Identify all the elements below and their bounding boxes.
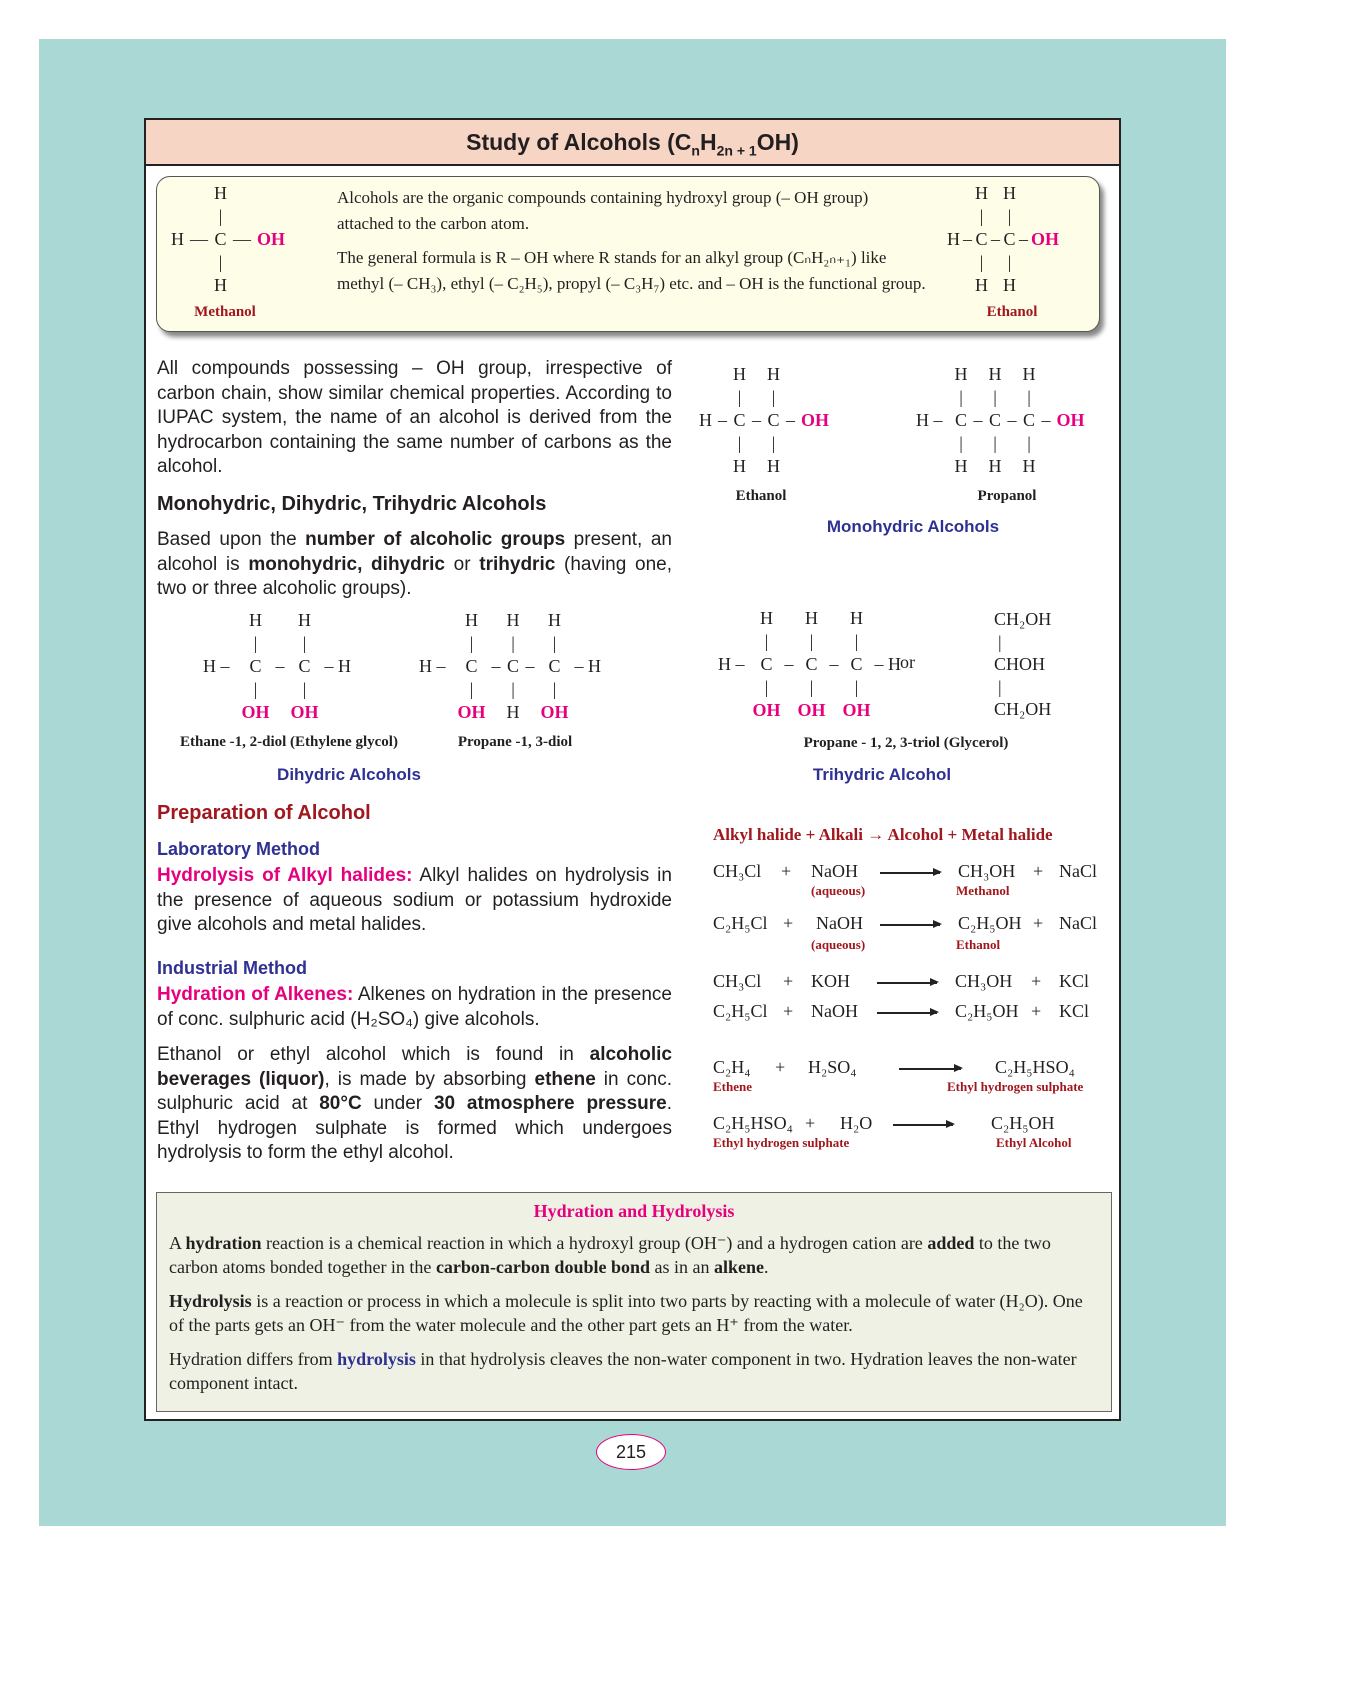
structure-atom: |: [469, 633, 474, 653]
structure-atom: |: [1007, 206, 1012, 226]
t: ethene: [534, 1068, 596, 1090]
intro-paragraph-1: Alcohols are the organic compounds containing hydroxyl group (– OH group) attached to the carbon atom.: [337, 188, 869, 233]
t: is a reaction or process in which a molecule is split into two parts by reacting with a molecule of water (H₂O). One of the parts gets an OH⁻ from the water molecule and the other part gets an H⁺ from the water.: [169, 1291, 1083, 1335]
t: Hydration differs from: [169, 1349, 338, 1369]
structure-atom: H: [1003, 183, 1016, 203]
ethanol-intro-label: Ethanol: [986, 304, 1038, 320]
structure-atom: –: [973, 410, 983, 430]
glycerol-label: Propane - 1, 2, 3-triol (Glycerol): [803, 735, 1009, 751]
term-hydrolysis: Hydrolysis of Alkyl halides:: [157, 865, 413, 886]
reaction-6: [713, 1113, 1113, 1135]
t: alcoholic beverages (liquor): [157, 1044, 672, 1090]
ethanol-intro-structure: [947, 183, 1059, 296]
structure-atom: H –: [419, 656, 446, 676]
structure-atom: C: [733, 410, 746, 430]
title-sub-n: n: [691, 142, 700, 159]
methanol-structure: [171, 183, 285, 296]
structure-atom: H: [954, 456, 968, 476]
paragraph-hydration: [157, 983, 672, 1032]
structure-atom: —: [190, 229, 208, 249]
structure-atom: |: [218, 206, 223, 226]
structure-atom: H: [767, 456, 780, 476]
arrow-icon: [893, 1124, 953, 1126]
title-text: Study of Alcohols (C: [466, 129, 692, 155]
ethanol-structure: [699, 364, 829, 477]
methanol-label: Methanol: [194, 304, 256, 320]
t: CH₃Cl: [713, 971, 762, 991]
propanol-structure: [916, 364, 1085, 477]
paragraph-ethanol: [157, 1043, 672, 1166]
t: H₂O: [840, 1113, 873, 1133]
box-paragraph-3: [169, 1347, 1099, 1395]
propanol-label: Propanol: [977, 488, 1037, 504]
t: +: [783, 1001, 794, 1021]
t: number of alcoholic groups: [305, 529, 566, 550]
t: C₂H₅Cl: [713, 1001, 768, 1021]
reaction-5: [713, 1057, 1113, 1079]
structure-atom: H: [733, 456, 746, 476]
structure-atom: C: [988, 410, 1001, 430]
structure-atom: C: [298, 656, 311, 676]
t: C₂H₅OH: [955, 1001, 1019, 1021]
ethanediol-label: Ethane -1, 2-diol (Ethylene glycol): [180, 734, 398, 750]
arrow-icon: [877, 982, 937, 984]
t: carbon-carbon double bond: [435, 1257, 650, 1277]
t: KCl: [1059, 1001, 1090, 1021]
structure-atom: —: [233, 229, 251, 249]
t: NaCl: [1059, 913, 1097, 933]
structure-atom: H: [975, 183, 988, 203]
reactions: [713, 825, 1113, 1157]
structure-atom: |: [302, 679, 307, 699]
t: hydration: [185, 1233, 262, 1253]
t: +: [1031, 1001, 1042, 1021]
structure-atom: |: [959, 433, 963, 453]
structure-atom: H: [850, 608, 864, 628]
ethanol-label: Ethanol: [735, 488, 787, 504]
t: C₂H₄: [713, 1057, 751, 1077]
t: .: [764, 1257, 769, 1277]
heading-preparation: Preparation of Alcohol: [157, 802, 371, 824]
hydration-hydrolysis-box: [156, 1192, 1112, 1412]
structure-atom: |: [764, 677, 769, 697]
t: trihydric: [479, 553, 556, 575]
t: C₂H₅OH: [958, 913, 1022, 933]
structure-atom: C: [1022, 410, 1035, 430]
t: hydrolysis: [337, 1349, 416, 1369]
t: Methanol: [956, 883, 1010, 898]
glycerol-structure: [994, 608, 1051, 721]
structure-atom: – H: [874, 654, 902, 674]
propanediol-label: Propane -1, 3-diol: [457, 734, 573, 750]
heading-laboratory-method: Laboratory Method: [157, 839, 321, 859]
structure-atom: –: [784, 654, 794, 674]
t: Based upon the: [157, 529, 306, 550]
structure-atom: C: [214, 229, 227, 249]
t: KOH: [811, 971, 850, 991]
heading-monohydric: Monohydric, Dihydric, Trihydric Alcohols: [157, 493, 547, 515]
arrow-icon: [880, 924, 940, 926]
structure-atom: H: [760, 608, 773, 628]
structure-atom: H: [249, 610, 262, 630]
structure-atom: C: [507, 656, 520, 676]
arrow-icon: [877, 1012, 937, 1014]
structure-atom: –: [491, 656, 501, 676]
t: +: [775, 1057, 786, 1077]
structure-atom: H: [298, 610, 312, 630]
t: A: [169, 1233, 186, 1253]
structure-atom: |: [737, 387, 742, 407]
t: Ethanol or ethyl alcohol which is found in: [157, 1044, 590, 1065]
structure-atom: H: [947, 229, 960, 249]
t: Ethyl hydrogen sulphate: [713, 1135, 850, 1150]
structure-atom: |: [993, 387, 997, 407]
reaction-1: [713, 861, 1113, 883]
t: Ethanol: [956, 937, 1001, 952]
heading-industrial-method: Industrial Method: [157, 958, 307, 978]
t: C₂H₅OH: [991, 1113, 1055, 1133]
structure-atom: H: [506, 702, 520, 722]
structure-atom: C: [850, 654, 863, 674]
structure-atom: C: [805, 654, 818, 674]
t: as in an: [650, 1257, 714, 1277]
structure-atom: H –: [718, 654, 745, 674]
caption-dihydric: Dihydric Alcohols: [277, 765, 421, 784]
t: C₂H₅Cl: [713, 913, 768, 933]
structure-atom: |: [218, 252, 223, 272]
t: +: [1031, 971, 1042, 991]
hydroxyl-group: OH: [1056, 410, 1085, 430]
t: in conc. sulphuric acid at: [157, 1068, 672, 1114]
propanediol-structure: [419, 610, 601, 723]
hydroxyl-group: OH: [797, 700, 826, 720]
structure-atom: H: [954, 364, 968, 384]
t: Alkyl halides on hydrolysis in the presence of aqueous sodium or potassium hydroxide give alcohols and metal halides.: [157, 865, 672, 935]
structure-atom: H: [548, 610, 562, 630]
t: +: [783, 913, 794, 933]
structure-atom: |: [854, 677, 859, 697]
term-hydration: Hydration of Alkenes:: [157, 984, 354, 1005]
hydroxyl-group: OH: [257, 229, 286, 249]
structure-atom: –: [752, 410, 761, 430]
structure-atom: C: [465, 656, 478, 676]
box-title: Hydration and Hydrolysis: [533, 1201, 735, 1221]
structure-atom: |: [1027, 433, 1031, 453]
structure-atom: |: [552, 633, 557, 653]
propanetriol-structure: [718, 608, 901, 721]
structure-atom: –: [829, 654, 839, 674]
structure-atom: |: [764, 631, 769, 651]
reaction-3: [713, 971, 1113, 993]
structure-atom: H: [1003, 275, 1016, 295]
t: . Ethyl hydrogen sulphate is formed which undergoes hydrolysis to form the ethyl alcohol.: [157, 1093, 672, 1163]
structure-atom: –: [963, 229, 972, 249]
structure-atom: |: [854, 631, 859, 651]
title-sub-2n1: 2n + 1: [716, 142, 757, 159]
structure-atom: H: [733, 364, 746, 384]
structure-atom: –: [718, 410, 727, 430]
t: +: [781, 861, 792, 881]
structure-atom: |: [1027, 387, 1031, 407]
or-text: or: [900, 652, 915, 672]
structure-atom: H: [1022, 456, 1036, 476]
structure-atom: H: [988, 456, 1002, 476]
t: to the two carbon atoms bonded together in the: [169, 1233, 1051, 1277]
structure-atom: |: [1007, 252, 1012, 272]
t: NaOH: [811, 861, 858, 881]
t: KCl: [1059, 971, 1090, 991]
structure-atom: C: [975, 229, 988, 249]
hydroxyl-group: OH: [1031, 229, 1060, 249]
t: CH₃OH: [955, 971, 1013, 991]
structure-atom: H: [805, 608, 819, 628]
t: Alkenes on hydration in the presence of conc. sulphuric acid (H₂SO₄) give alcohols.: [157, 984, 672, 1030]
intro-text: [337, 185, 927, 305]
t: +: [1033, 861, 1044, 881]
t: (aqueous): [811, 937, 866, 952]
structure-atom: H: [1022, 364, 1036, 384]
structure-atom: |: [737, 433, 742, 453]
page-number: 215: [596, 1434, 666, 1470]
structure-atom: |: [302, 633, 307, 653]
structure-atom: C: [249, 656, 262, 676]
structure-atom: |: [469, 679, 474, 699]
structure-atom: H: [214, 275, 227, 295]
structure-atom: |: [993, 433, 997, 453]
structure-atom: C: [954, 410, 967, 430]
hydroxyl-group: OH: [842, 700, 871, 720]
t: , is made by absorbing: [324, 1068, 535, 1090]
reaction-header: Alkyl halide + Alkali → Alcohol + Metal halide: [713, 825, 1053, 844]
glycerol-ch2oh-bottom: CH₂OH: [994, 699, 1052, 719]
glycerol-bond-1: |: [998, 631, 1002, 652]
page-title: [146, 120, 1119, 166]
hydroxyl-group: OH: [801, 410, 830, 430]
t: CH₃OH: [958, 861, 1016, 881]
title-end: OH): [756, 129, 799, 155]
caption-trihydric: Trihydric Alcohol: [812, 765, 952, 784]
t: CH₃Cl: [713, 861, 762, 881]
structure-atom: |: [809, 677, 814, 697]
t: present, an alcohol is: [157, 529, 673, 575]
structure-atom: |: [771, 387, 776, 407]
t: monohydric, dihydric: [248, 553, 445, 575]
structure-atom: H: [465, 610, 478, 630]
arrow-icon: [899, 1068, 961, 1070]
t: NaCl: [1059, 861, 1097, 881]
structure-atom: |: [771, 433, 776, 453]
structure-atom: –: [786, 410, 795, 430]
t: in that hydrolysis cleaves the non-water component in two. Hydration leaves the non-water component intact.: [169, 1349, 1077, 1393]
structure-atom: |: [511, 679, 515, 699]
hydroxyl-group: OH: [241, 702, 270, 722]
paragraph-groups: [157, 528, 672, 602]
t: +: [805, 1113, 816, 1133]
structure-atom: C: [767, 410, 780, 430]
structure-atom: – H: [324, 656, 352, 676]
structure-atom: H: [767, 364, 780, 384]
structure-atom: H: [975, 275, 988, 295]
reaction-2: [713, 913, 1113, 935]
box-paragraph-2: [169, 1289, 1099, 1337]
structure-atom: –: [1041, 410, 1051, 430]
t: Hydrolysis: [169, 1291, 252, 1311]
structure-atom: |: [552, 679, 557, 699]
textbook-page: [144, 118, 1121, 1421]
structure-atom: – H: [574, 656, 602, 676]
hydroxyl-group: OH: [457, 702, 486, 722]
structure-atom: –: [1007, 410, 1017, 430]
intro-paragraph: All compounds possessing – OH group, irrespective of carbon chain, show similar chemical properties. According to IUPAC system, the name of an alcohol is derived from the hydrocarbon containing the same number of carbons as the alcohol.: [157, 358, 672, 477]
glycerol-choh: CHOH: [994, 654, 1046, 674]
hydroxyl-group: OH: [752, 700, 781, 720]
t: NaOH: [811, 1001, 858, 1021]
structure-atom: H –: [203, 656, 230, 676]
structure-atom: –: [1019, 229, 1028, 249]
t: +: [1033, 913, 1044, 933]
intro-paragraph-2: The general formula is R – OH where R stands for an alkyl group (CₙH₂ₙ₊₁) like methyl (– CH₃), ethyl (– C₂H₅), propyl (– C₃H₇) etc. and – OH is the functional group.: [337, 248, 926, 293]
structure-atom: H: [506, 610, 520, 630]
ethanediol-structure: [203, 610, 351, 723]
structure-atom: H: [214, 183, 227, 203]
t: 80°C: [319, 1093, 362, 1114]
structure-atom: |: [511, 633, 515, 653]
structure-atom: C: [548, 656, 561, 676]
t: reaction is a chemical reaction in which a hydroxyl group (OH⁻) and a hydrogen cation are: [261, 1233, 928, 1253]
t: NaOH: [816, 913, 863, 933]
structure-atom: –: [525, 656, 535, 676]
t: (having one, two or three alcoholic groups).: [157, 553, 672, 599]
structure-atom: –: [991, 229, 1000, 249]
t: H₂SO₄: [808, 1057, 857, 1077]
structure-atom: C: [760, 654, 773, 674]
structure-atom: C: [1003, 229, 1016, 249]
structure-atom: H –: [916, 410, 943, 430]
t: C₂H₅HSO₄: [995, 1057, 1075, 1077]
hydroxyl-group: OH: [540, 702, 569, 722]
structure-atom: |: [979, 252, 984, 272]
structure-atom: H: [171, 229, 184, 249]
structure-atom: |: [979, 206, 984, 226]
t: Ethene: [713, 1079, 752, 1094]
t: added: [927, 1233, 975, 1253]
hydroxyl-group: OH: [290, 702, 319, 722]
paragraph-hydrolysis: [157, 864, 672, 938]
glycerol-ch2oh-top: CH₂OH: [994, 609, 1052, 629]
structure-atom: |: [959, 387, 963, 407]
t: under: [361, 1093, 434, 1114]
t: C₂H₅HSO₄: [713, 1113, 793, 1133]
structure-atom: |: [253, 679, 258, 699]
structure-atom: H: [988, 364, 1002, 384]
t: or: [444, 553, 480, 575]
t: Ethyl Alcohol: [996, 1135, 1072, 1150]
intro-box: [156, 176, 1100, 332]
t: alkene: [713, 1257, 764, 1277]
box-paragraph-1: [169, 1231, 1099, 1279]
arrow-icon: [880, 872, 940, 874]
t: 30 atmosphere pressure: [433, 1093, 667, 1114]
caption-monohydric: Monohydric Alcohols: [826, 517, 1000, 536]
t: (aqueous): [811, 883, 866, 898]
glycerol-bond-2: |: [998, 676, 1002, 697]
structure-atom: |: [253, 633, 258, 653]
structure-atom: H: [699, 410, 712, 430]
structure-atom: –: [275, 656, 285, 676]
structure-atom: |: [809, 631, 814, 651]
title-h: H: [699, 129, 717, 155]
t: Ethyl hydrogen sulphate: [947, 1079, 1084, 1094]
t: +: [783, 971, 794, 991]
reaction-4: [713, 1001, 1113, 1023]
